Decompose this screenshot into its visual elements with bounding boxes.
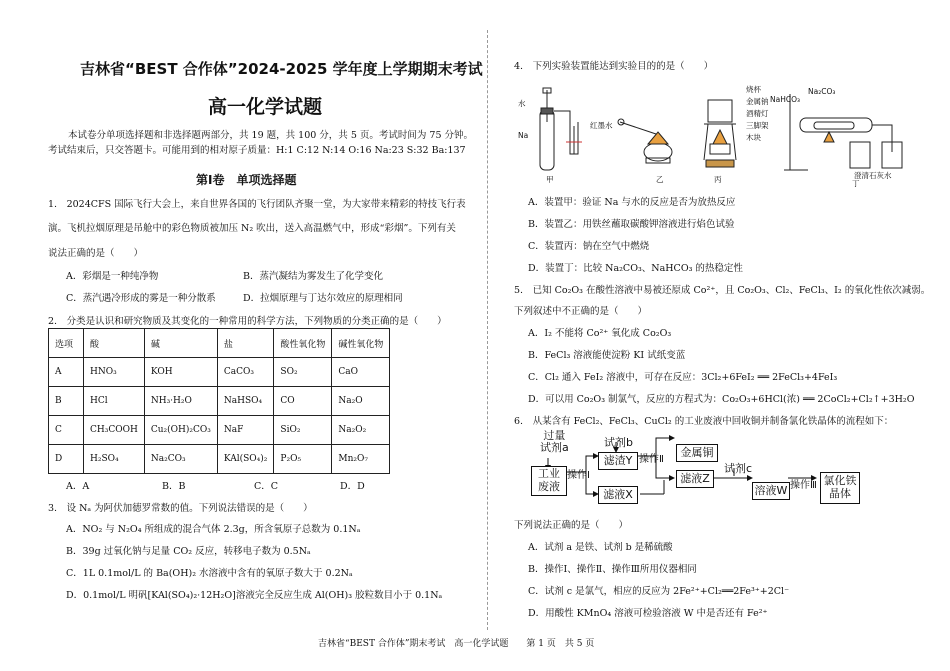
flow-filtrate-x-box: 滤液X — [598, 486, 638, 504]
label-red-ink: 红墨水 — [590, 121, 613, 130]
flow-op3: 操作Ⅲ — [790, 480, 817, 491]
q4-option-c: C．装置丙：钠在空气中燃烧 — [528, 241, 650, 252]
table-cell: A — [49, 358, 84, 387]
q1-option-d: D．拉烟原理与丁达尔效应的原理相同 — [243, 293, 403, 304]
label-water: 水 — [518, 99, 526, 108]
label-na2co3: Na₂CO₃ — [808, 87, 836, 96]
table-cell: CH₃COOH — [84, 416, 145, 445]
flow-filtrate-z-box: 滤液Z — [676, 470, 714, 488]
table-cell: NH₃·H₂O — [144, 387, 217, 416]
table-header: 盐 — [217, 329, 274, 358]
flow-op1: 操作Ⅰ — [567, 470, 590, 481]
q1-line-3: 说法正确的是（ ） — [48, 248, 144, 259]
q6-option-b: B．操作Ⅰ、操作Ⅱ、操作Ⅲ所用仪器相同 — [528, 564, 697, 575]
table-row — [49, 416, 390, 445]
table-cell: KOH — [144, 358, 217, 387]
q6-option-c: C．试剂 c 是氯气，相应的反应为 2Fe²⁺+Cl₂══2Fe³⁺+2Cl⁻ — [528, 586, 790, 597]
flow-reagent-c: 试剂c — [724, 462, 753, 475]
label-nahco3: NaHCO₃ — [770, 95, 800, 104]
label-limewater: 澄清石灰水 — [854, 171, 892, 180]
intro-line-2: 考试结束后，只交答题卡。可能用到的相对原子质量：H:1 C:12 N:14 O:16 Na:23 S:32 Ba:137 — [48, 145, 466, 156]
column-divider — [487, 30, 488, 630]
q3-option-b: B．39g 过氧化钠与足量 CO₂ 反应，转移电子数为 0.5Nₐ — [66, 546, 311, 557]
q6-subquestion: 下列说法正确的是（ ） — [514, 520, 629, 531]
table-cell: SO₂ — [274, 358, 332, 387]
q4-option-b: B．装置乙：用铁丝蘸取碳酸钾溶液进行焰色试验 — [528, 219, 735, 230]
q6-option-d: D．用酸性 KMnO₄ 溶液可检验溶液 W 中是否还有 Fe²⁺ — [528, 608, 768, 619]
q3-option-d: D．0.1mol/L 明矾[KAl(SO₄)₂·12H₂O]溶液完全反应生成 Al(OH)₃ 胶粒数目小于 0.1Nₐ — [66, 590, 443, 601]
apparatus-bing — [704, 100, 736, 167]
table-cell: P₂O₅ — [274, 445, 332, 474]
flow-reagent-a: 过量 试剂a — [540, 429, 569, 455]
q5-subquestion: 下列叙述中不正确的是（ ） — [514, 306, 648, 317]
label-ding: 丁 — [852, 179, 860, 187]
table-cell: HCl — [84, 387, 145, 416]
q4-option-d: D．装置丁：比较 Na₂CO₃、NaHCO₃ 的热稳定性 — [528, 263, 743, 274]
label-sodium: 金属钠 — [746, 97, 769, 106]
table-cell: NaHSO₄ — [217, 387, 274, 416]
table-row — [49, 358, 390, 387]
q5-option-b: B．FeCl₃ 溶液能使淀粉 KI 试纸变蓝 — [528, 350, 686, 361]
q6-option-a: A．试剂 a 是铁、试剂 b 是稀硫酸 — [528, 542, 673, 553]
q2-stem: 2. 分类是认识和研究物质及其变化的一种常用的科学方法，下列物质的分类正确的是（ ） — [48, 316, 447, 327]
apparatus-figure — [508, 82, 908, 187]
table-cell: KAl(SO₄)₂ — [217, 445, 274, 474]
flow-crystal-box: 氯化铁 晶体 — [820, 472, 860, 504]
flow-reagent-b: 试剂b — [604, 436, 633, 449]
table-header: 碱 — [144, 329, 217, 358]
q1-line-2: 演。飞机拉烟原理是吊舱中的彩色物质被加压 N₂ 吹出，送入高温燃气中，形成“彩烟”。下列有关 — [48, 223, 456, 234]
table-row — [49, 387, 390, 416]
apparatus-yi — [618, 119, 672, 163]
intro-line-1: 本试卷分单项选择题和非选择题两部分，共 19 题，共 100 分，共 5 页。考试时间为 75 分钟。 — [68, 130, 474, 141]
flow-copper-box: 金属铜 — [676, 444, 718, 462]
label-na: Na — [518, 131, 529, 140]
q5-option-a: A．I₂ 不能将 Co²⁺ 氧化成 Co₂O₃ — [528, 328, 672, 339]
q2-option-d: D．D — [340, 481, 365, 492]
section-heading: 第Ⅰ卷 单项选择题 — [196, 173, 297, 187]
q2-option-a: A．A — [66, 481, 90, 492]
apparatus-jia — [540, 88, 582, 170]
q1-line-1: 1. 2024CFS 国际飞行大会上，来自世界各国的飞行团队齐聚一堂，为大家带来精彩的特技飞行表 — [48, 199, 466, 210]
label-tripod: 三脚架 — [746, 121, 769, 130]
exam-subtitle: 高一化学试题 — [208, 96, 323, 118]
label-wood-block: 木块 — [746, 133, 761, 142]
table-cell: D — [49, 445, 84, 474]
q1-option-b: B．蒸汽凝结为雾发生了化学变化 — [243, 271, 383, 282]
label-jia: 甲 — [546, 175, 554, 184]
table-cell: H₂SO₄ — [84, 445, 145, 474]
table-cell: Na₂O₂ — [332, 416, 390, 445]
table-header-row — [49, 329, 390, 358]
classification-table — [48, 328, 390, 474]
q5-option-d: D．可以用 Co₂O₃ 制氯气，反应的方程式为：Co₂O₃+6HCl(浓) ══ 2CoCl₂+Cl₂↑+3H₂O — [528, 394, 915, 405]
table-cell: B — [49, 387, 84, 416]
q6-stem: 6. 从某含有 FeCl₂、FeCl₃、CuCl₂ 的工业废液中回收铜并制备氯化铁晶体的流程如下： — [514, 416, 894, 427]
table-header: 碱性氧化物 — [332, 329, 390, 358]
q2-option-b: B．B — [162, 481, 186, 492]
table-cell: Na₂CO₃ — [144, 445, 217, 474]
label-beaker: 烧杯 — [746, 85, 761, 94]
q2-option-c: C．C — [254, 481, 279, 492]
q4-option-a: A．装置甲：验证 Na 与水的反应是否为放热反应 — [528, 197, 736, 208]
q5-stem: 5. 已知 Co₂O₃ 在酸性溶液中易被还原成 Co²⁺，且 Co₂O₃、Cl₂、FeCl₃、I₂ 的氧化性依次减弱。 — [514, 285, 931, 296]
table-row — [49, 445, 390, 474]
page-footer: 吉林省“BEST 合作体”期末考试 高一化学试题 第 1 页 共 5 页 — [318, 639, 595, 649]
table-cell: NaF — [217, 416, 274, 445]
flow-op2: 操作Ⅱ — [639, 454, 664, 465]
q3-stem: 3. 设 Nₐ 为阿伏加德罗常数的值。下列说法错误的是（ ） — [48, 503, 313, 514]
table-header: 酸 — [84, 329, 145, 358]
q3-option-a: A．NO₂ 与 N₂O₄ 所组成的混合气体 2.3g，所含氧原子总数为 0.1Nₐ — [66, 524, 361, 535]
table-cell: CO — [274, 387, 332, 416]
table-header: 选项 — [49, 329, 84, 358]
flow-solution-w-box: 溶液W — [752, 482, 790, 500]
table-cell: C — [49, 416, 84, 445]
table-cell: Na₂O — [332, 387, 390, 416]
q1-option-a: A．彩烟是一种纯净物 — [66, 271, 159, 282]
table-header: 酸性氧化物 — [274, 329, 332, 358]
q1-option-c: C．蒸汽遇冷形成的雾是一种分散系 — [66, 293, 216, 304]
q4-stem: 4. 下列实验装置能达到实验目的的是（ ） — [514, 61, 714, 72]
q5-option-c: C．Cl₂ 通入 FeI₂ 溶液中，可存在反应：3Cl₂+6FeI₂ ══ 2FeCl₃+4FeI₃ — [528, 372, 838, 383]
flow-residue-y-box: 滤渣Y — [598, 452, 638, 470]
q3-option-c: C．1L 0.1mol/L 的 Ba(OH)₂ 水溶液中含有的氧原子数大于 0.2Nₐ — [66, 568, 353, 579]
table-cell: CaCO₃ — [217, 358, 274, 387]
table-cell: CaO — [332, 358, 390, 387]
table-cell: HNO₃ — [84, 358, 145, 387]
exam-title: 吉林省“BEST 合作体”2024-2025 学年度上学期期末考试 — [80, 60, 483, 78]
flow-waste-box: 工业 废液 — [531, 466, 567, 496]
label-bing: 丙 — [714, 175, 722, 184]
apparatus-ding — [784, 94, 902, 170]
table-cell: Cu₂(OH)₂CO₃ — [144, 416, 217, 445]
table-cell: SiO₂ — [274, 416, 332, 445]
label-lamp: 酒精灯 — [746, 109, 769, 118]
label-yi: 乙 — [656, 175, 664, 184]
table-cell: Mn₂O₇ — [332, 445, 390, 474]
